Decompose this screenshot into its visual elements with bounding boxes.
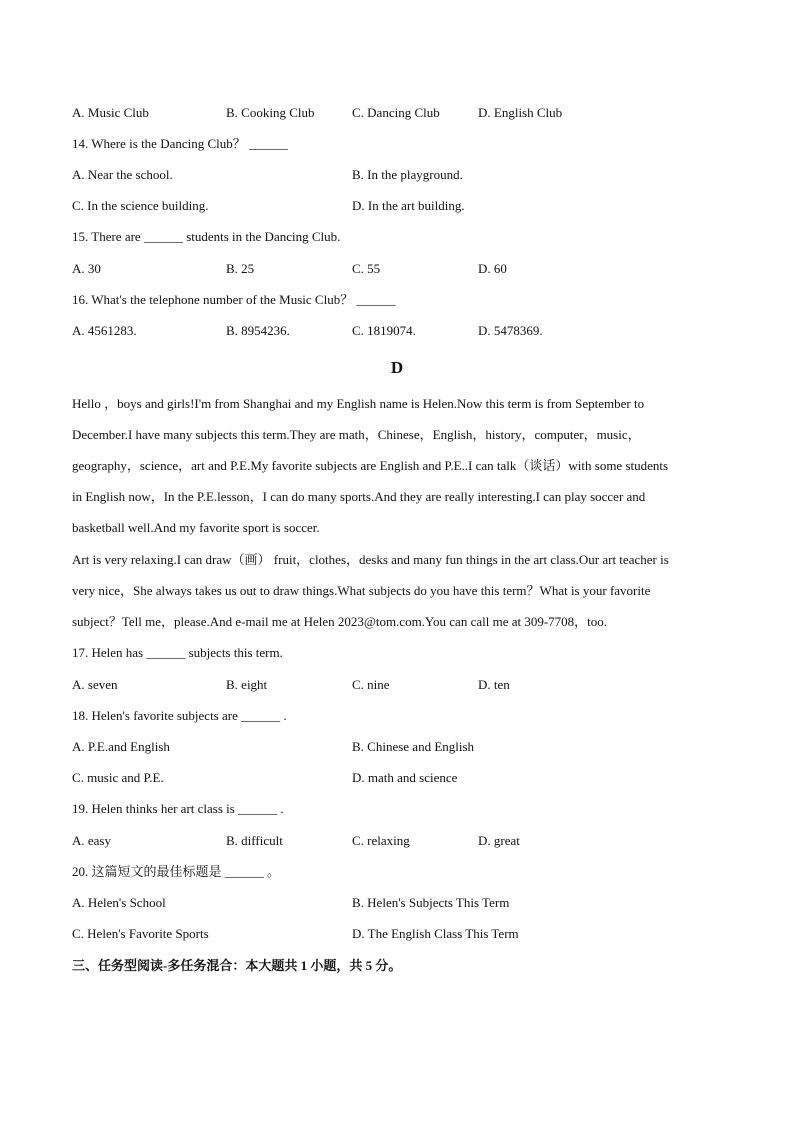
q15-option-d: D. 60 <box>478 261 507 276</box>
q18-option-a: A. P.E.and English <box>72 739 170 754</box>
q20-stem: 20. 这篇短文的最佳标题是 ______ 。 <box>72 864 281 879</box>
q17-option-b: B. eight <box>226 677 268 692</box>
passage-line: basketball well.And my favorite sport is soccer. <box>72 520 320 535</box>
passage-line: Art is very relaxing.I can draw（画） fruit，clothes，desks and many fun things in the art class.Our art teacher is <box>72 552 669 567</box>
q19-stem: 19. Helen thinks her art class is ______ . <box>72 801 284 816</box>
passage-line: very nice，She always takes us out to draw things.What subjects do you have this term？What is your favorite <box>72 583 651 598</box>
q20-option-d: D. The English Class This Term <box>352 926 519 941</box>
q16-option-b: B. 8954236. <box>226 323 290 338</box>
q19-option-d: D. great <box>478 833 520 848</box>
q17-option-c: C. nine <box>352 677 390 692</box>
q17-option-d: D. ten <box>478 677 510 692</box>
q20-option-a: A. Helen's School <box>72 895 166 910</box>
q15-stem: 15. There are ______ students in the Dancing Club. <box>72 229 341 244</box>
q13-option-c: C. Dancing Club <box>352 105 440 120</box>
q19-option-c: C. relaxing <box>352 833 410 848</box>
q13-option-a: A. Music Club <box>72 105 149 120</box>
q20-option-c: C. Helen's Favorite Sports <box>72 926 209 941</box>
section-d-heading: D <box>390 358 404 377</box>
q14-option-d: D. In the art building. <box>352 198 465 213</box>
q18-option-b: B. Chinese and English <box>352 739 475 754</box>
q18-option-c: C. music and P.E. <box>72 770 164 785</box>
passage-line: Hello ，boys and girls!I'm from Shanghai and my English name is Helen.Now this term is from September to <box>72 396 645 411</box>
q18-stem: 18. Helen's favorite subjects are ______ . <box>72 708 287 723</box>
q15-option-b: B. 25 <box>226 261 255 276</box>
section-three-title: 三、任务型阅读-多任务混合：本大题共 1 小题，共 5 分。 <box>72 958 402 973</box>
q13-option-d: D. English Club <box>478 105 563 120</box>
passage-line: geography，science，art and P.E.My favorite subjects are English and P.E..I can talk（谈话）with some students <box>72 458 669 473</box>
q19-option-b: B. difficult <box>226 833 283 848</box>
q18-option-d: D. math and science <box>352 770 458 785</box>
q15-option-c: C. 55 <box>352 261 381 276</box>
q14-option-b: B. In the playground. <box>352 167 463 182</box>
q13-option-b: B. Cooking Club <box>226 105 315 120</box>
q16-stem: 16. What's the telephone number of the Music Club？ ______ <box>72 292 396 307</box>
passage-line: in English now，In the P.E.lesson，I can do many sports.And they are really interesting.I can play soccer and <box>72 489 646 504</box>
passage-line: subject？Tell me，please.And e-mail me at Helen 2023@tom.com.You can call me at 309-7708，too. <box>72 614 608 629</box>
q15-option-a: A. 30 <box>72 261 101 276</box>
q16-option-a: A. 4561283. <box>72 323 137 338</box>
q17-option-a: A. seven <box>72 677 118 692</box>
q19-option-a: A. easy <box>72 833 111 848</box>
q16-option-d: D. 5478369. <box>478 323 543 338</box>
q17-stem: 17. Helen has ______ subjects this term. <box>72 645 283 660</box>
q20-option-b: B. Helen's Subjects This Term <box>352 895 510 910</box>
q14-option-a: A. Near the school. <box>72 167 173 182</box>
passage-line: December.I have many subjects this term.They are math，Chinese，English，history，computer，music， <box>72 427 641 442</box>
q16-option-c: C. 1819074. <box>352 323 416 338</box>
q14-option-c: C. In the science building. <box>72 198 209 213</box>
q14-stem: 14. Where is the Dancing Club？ ______ <box>72 136 289 151</box>
